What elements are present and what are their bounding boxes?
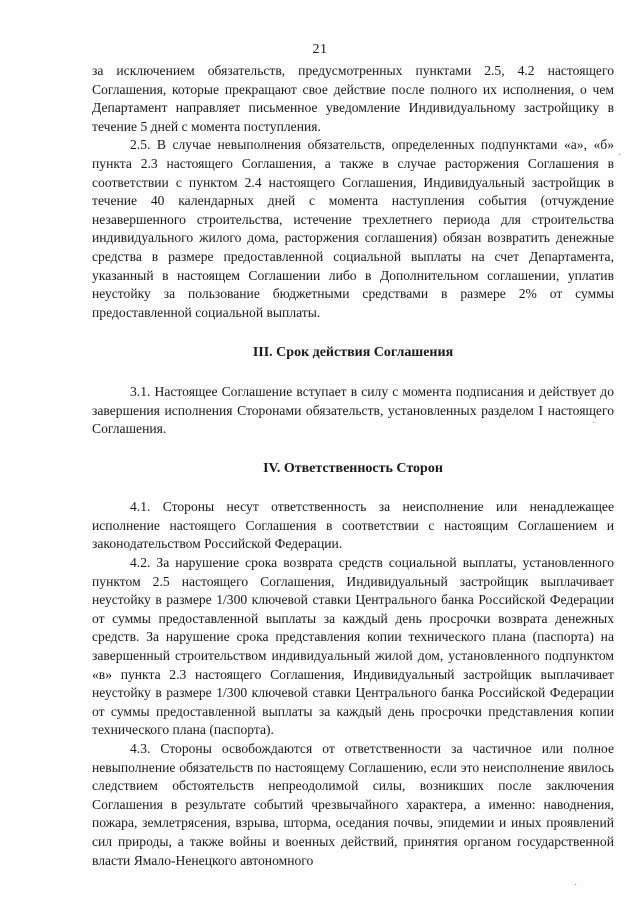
paragraph-4-3: 4.3. Стороны освобождаются от ответственности за частичное или полное невыполнение обязательств по настоящему Соглашению, если это неисполнение явилось следствием обстоятельств непреодолимой силы, возникших после заключения Соглашения в результате событий чрезвычайного характера, а именно: наводнения, пожара, землетрясения, взрыва, шторма, оседания почвы, эпидемии и иных проявлений сил природы, а также войны и военных действий, принятия органом государственной власти Ямало-Ненецкого автономного	[92, 741, 614, 868]
paragraph-3-1: 3.1. Настоящее Соглашение вступает в силу с момента подписания и действует до завершения исполнения Сторонами обязательств, установленных разделом I настоящего Соглашения.	[92, 383, 614, 437]
paragraph-4-1: 4.1. Стороны несут ответственность за неисполнение или ненадлежащее исполнение настоящего Соглашения в соответствии с настоящим Соглашением и законодательством Российской Федерации.	[92, 499, 614, 552]
document-body	[92, 62, 614, 870]
scan-mark: ·	[592, 418, 596, 429]
page-number: 21	[312, 42, 328, 57]
paragraph-4-2: 4.2. За нарушение срока возврата средств социальной выплаты, установленного пунктом 2.5 настоящего Соглашения, Индивидуальный застройщик выплачивает неустойку в размере 1/300 ключевой ставки Центрального банка Российской Федерации от суммы предоставленной выплаты за каждый день просрочки возврата денежных средств. За нарушение срока представления копии технического плана (паспорта) на завершенный строительством индивидуальный жилой дом, установленного подпунктом «в» пункта 2.3 настоящего Соглашения, Индивидуальный застройщик выплачивает неустойку в размере 1/300 ключевой ставки Центрального банка Российской Федерации от суммы предоставленной выплаты за каждый день просрочки представления копии технического плана (паспорта).	[92, 555, 614, 738]
scan-mark: ·	[618, 150, 622, 161]
paragraph-continuation: за исключением обязательств, предусмотренных пунктами 2.5, 4.2 настоящего Соглашения, которые прекращают свое действие после полного их исполнения, о чем Департамент направляет письменное уведомление Индивидуальному застройщику в течение 5 дней с момента поступления.	[92, 63, 614, 134]
section-heading-3: III. Срок действия Соглашения	[252, 345, 454, 361]
paragraph-2-5: 2.5. В случае невыполнения обязательств, определенных подпунктами «а», «б» пункта 2.3 настоящего Соглашения, а также в случае расторжения Соглашения в соответствии с пунктом 2.4 настоящего Соглашения, Индивидуальный застройщик в течение 40 календарных дней с момента наступления события (отчуждение незавершенного строительства, истечение трехлетнего периода для строительства индивидуального жилого дома, расторжения соглашения) обязан возвратить денежные средства в размере предоставленной социальной выплаты на счет Департамента, указанный в настоящем Соглашении либо в Дополнительном соглашении, уплатив неустойку за пользование бюджетными средствами в размере 2% от суммы предоставленной социальной выплаты.	[92, 137, 614, 320]
scan-mark: ·	[574, 880, 578, 891]
section-heading-4: IV. Ответственность Сторон	[263, 460, 443, 476]
